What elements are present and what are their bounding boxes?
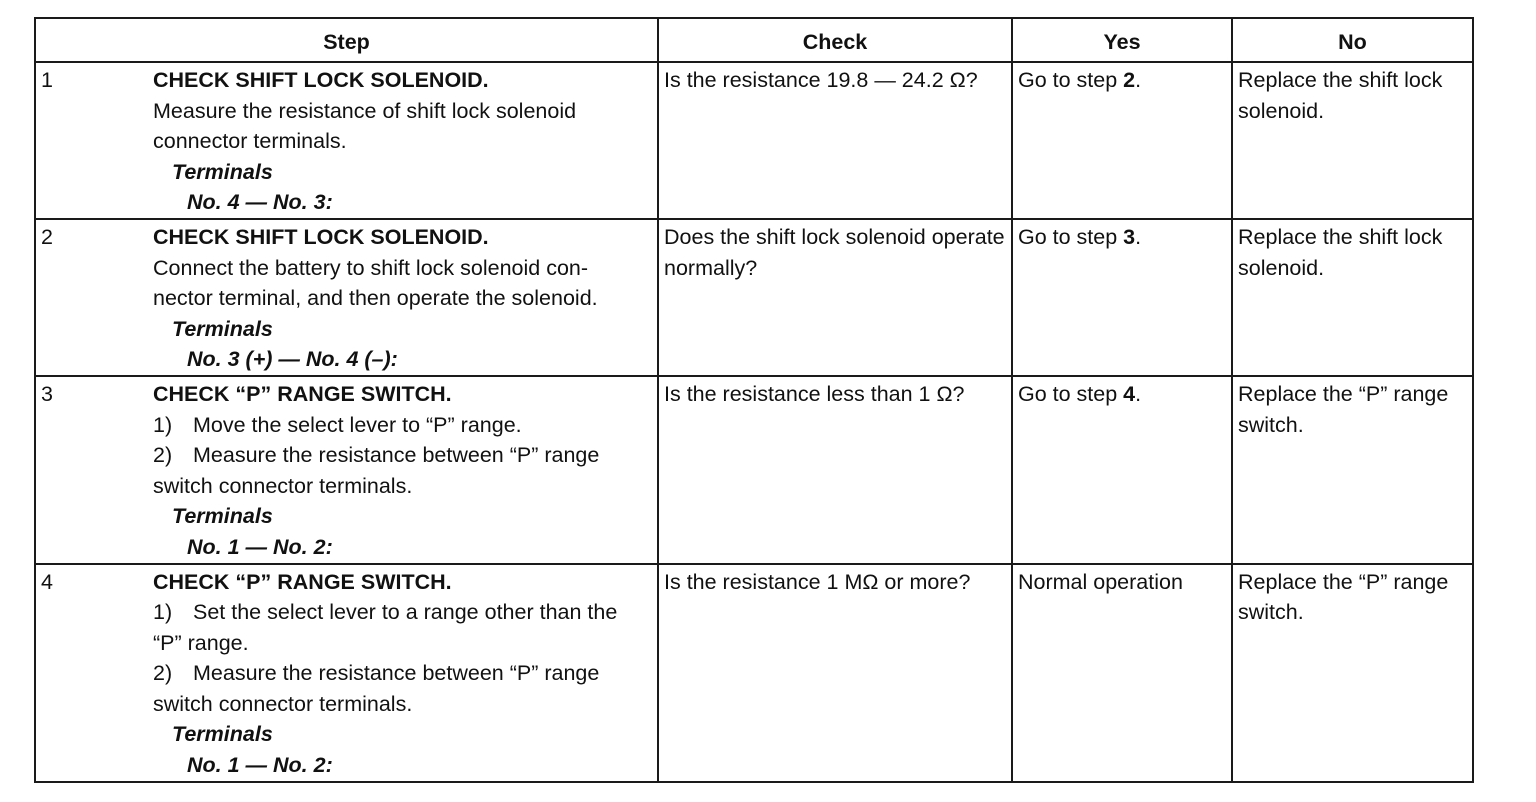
table-row <box>35 564 1473 782</box>
step-title: CHECK SHIFT LOCK SOLENOID. <box>153 225 489 250</box>
step-number: 3 <box>35 376 148 564</box>
terminals-label: Terminals <box>172 504 273 529</box>
check-header: Check <box>658 18 1012 62</box>
yes-header: Yes <box>1012 18 1232 62</box>
yes-cell: Normal operation <box>1012 564 1232 782</box>
step-number: 1 <box>35 62 148 219</box>
list-marker: 1) <box>153 600 173 625</box>
yes-cell <box>1012 376 1232 564</box>
terminals-value: No. 3 (+) — No. 4 (–): <box>187 347 398 372</box>
step-text-line: Connect the battery to shift lock solenoid con- <box>153 255 589 280</box>
terminals-label: Terminals <box>172 159 273 184</box>
terminals-value: No. 4 — No. 3: <box>187 190 333 214</box>
yes-cell <box>1012 219 1232 376</box>
step-text-line: nector terminal, and then operate the solenoid. <box>153 286 598 311</box>
list-continuation: switch connector terminals. <box>153 473 413 498</box>
yes-prefix: Go to step <box>1018 225 1124 250</box>
step-title: CHECK “P” RANGE SWITCH. <box>153 382 452 407</box>
no-cell: Replace the “P” range switch. <box>1232 376 1473 564</box>
table-row <box>35 376 1473 564</box>
check-cell: Is the resistance less than 1 Ω? <box>658 376 1012 564</box>
list-continuation: “P” range. <box>153 630 249 655</box>
step-description <box>148 376 658 564</box>
step-description <box>148 564 658 782</box>
step-header: Step <box>35 18 658 62</box>
list-item <box>153 597 653 628</box>
list-item <box>153 410 653 441</box>
table-row <box>35 219 1473 376</box>
header-row <box>35 18 1473 62</box>
step-number: 4 <box>35 564 148 782</box>
list-item <box>153 440 653 471</box>
list-text: Measure the resistance between “P” range <box>193 661 600 686</box>
list-marker: 2) <box>153 661 173 686</box>
yes-step: 4 <box>1123 382 1136 407</box>
no-cell: Replace the shift lock solenoid. <box>1232 219 1473 376</box>
yes-suffix: . <box>1135 225 1142 250</box>
yes-suffix: . <box>1135 68 1142 92</box>
step-title: CHECK “P” RANGE SWITCH. <box>153 569 452 594</box>
yes-prefix: Go to step <box>1018 382 1124 407</box>
yes-step: 3 <box>1123 225 1136 250</box>
terminals-value: No. 1 — No. 2: <box>187 534 333 559</box>
diagnostic-table <box>34 17 1474 783</box>
no-header: No <box>1232 18 1473 62</box>
list-marker: 2) <box>153 443 173 468</box>
check-cell: Does the shift lock solenoid operate normally? <box>658 219 1012 376</box>
yes-step: 2 <box>1123 68 1136 92</box>
no-cell: Replace the shift lock solenoid. <box>1232 62 1473 219</box>
step-text: Measure the resistance of shift lock solenoid connector terminals. <box>153 98 577 153</box>
list-text: Set the select lever to a range other than the <box>193 600 618 625</box>
table-row <box>35 62 1473 219</box>
list-text: Move the select lever to “P” range. <box>193 412 522 437</box>
yes-cell <box>1012 62 1232 219</box>
yes-suffix: . <box>1135 382 1142 407</box>
step-description <box>148 62 658 219</box>
terminals-label: Terminals <box>172 316 273 341</box>
terminals-label: Terminals <box>172 722 273 747</box>
list-text: Measure the resistance between “P” range <box>193 443 600 468</box>
step-title: CHECK SHIFT LOCK SOLENOID. <box>153 68 489 92</box>
list-marker: 1) <box>153 412 173 437</box>
step-description <box>148 219 658 376</box>
list-item <box>153 658 653 689</box>
step-number: 2 <box>35 219 148 376</box>
list-continuation: switch connector terminals. <box>153 691 413 716</box>
terminals-value: No. 1 — No. 2: <box>187 752 333 777</box>
check-cell: Is the resistance 19.8 — 24.2 Ω? <box>658 62 1012 219</box>
check-cell: Is the resistance 1 MΩ or more? <box>658 564 1012 782</box>
yes-prefix: Go to step <box>1018 68 1124 92</box>
no-cell: Replace the “P” range switch. <box>1232 564 1473 782</box>
